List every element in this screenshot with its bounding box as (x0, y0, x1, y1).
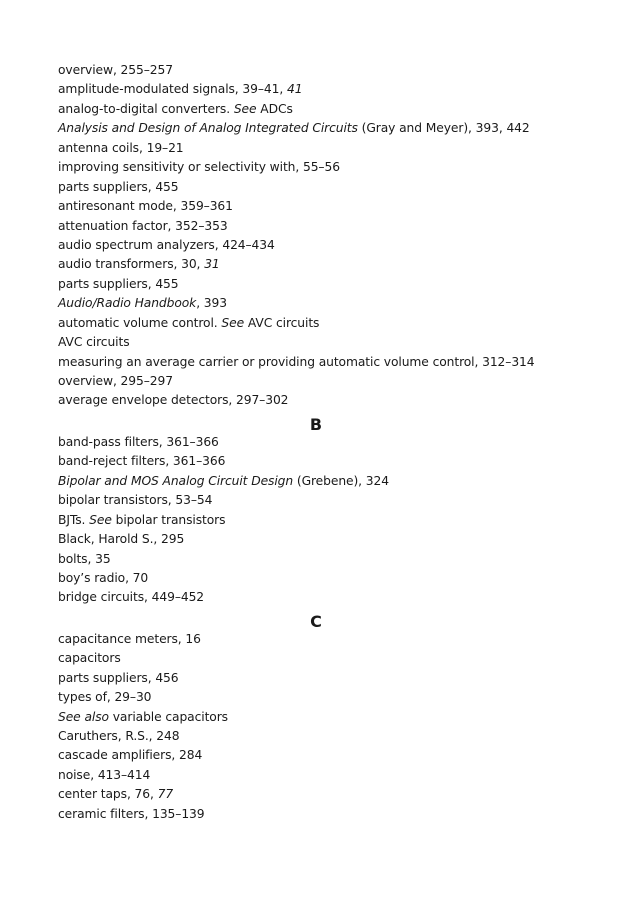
index-entry (58, 766, 618, 785)
index-entry (58, 491, 618, 510)
index-entry (58, 197, 618, 216)
index-entry-text: (Gray and Meyer), 393, 442 (357, 121, 530, 136)
index-entry-text: antenna coils, 19–21 (58, 140, 184, 155)
index-entry (58, 630, 618, 649)
index-entry-text: parts suppliers, 455 (58, 179, 179, 194)
index-entry-text: audio spectrum analyzers, 424–434 (58, 237, 275, 252)
index-page (58, 61, 618, 824)
index-entry-italic-text: See (221, 315, 245, 330)
index-entry-text: band-pass filters, 361–366 (58, 434, 219, 449)
index-entry (58, 452, 618, 471)
index-entry-text: capacitors (58, 651, 121, 666)
index-entry (58, 472, 618, 491)
index-entry-italic-text: 41 (287, 82, 303, 97)
index-entry-text: bridge circuits, 449–452 (58, 590, 205, 605)
index-entry-text: Black, Harold S., 295 (58, 532, 185, 547)
index-entry (58, 708, 618, 727)
index-entry-text: improving sensitivity or selectivity with, 55–56 (58, 160, 340, 175)
index-entry-text: overview, 255–257 (58, 63, 173, 77)
index-entry (58, 511, 618, 530)
index-entry-text: AVC circuits (58, 335, 130, 350)
index-entry-text: average envelope detectors, 297–302 (58, 393, 289, 408)
index-entry (58, 158, 618, 177)
index-entry (58, 80, 618, 99)
index-entry-text: ADCs (256, 101, 293, 116)
index-entry (58, 314, 618, 333)
index-entry (58, 255, 618, 274)
index-entry (58, 139, 618, 158)
index-entry (58, 275, 618, 294)
index-entry-text: parts suppliers, 455 (58, 276, 179, 291)
index-entry-text: variable capacitors (108, 709, 228, 724)
index-entry-text: antiresonant mode, 359–361 (58, 199, 233, 214)
index-entry (58, 372, 618, 391)
index-entry-text: band-reject filters, 361–366 (58, 454, 226, 469)
index-entry (58, 785, 618, 804)
index-entry-italic-text: Analysis and Design of Analog Integrated Circuits (58, 121, 358, 136)
index-entry-text: amplitude-modulated signals, 39–41, (58, 82, 287, 97)
index-entry-text: analog-to-digital converters. (58, 101, 234, 116)
index-entry (58, 727, 618, 746)
index-entry-text: ceramic filters, 135–139 (58, 806, 205, 821)
index-entry-italic-text: Bipolar and MOS Analog Circuit Design (58, 473, 294, 488)
index-entry (58, 178, 618, 197)
index-entry-italic-text: See (89, 512, 112, 527)
index-entry-text: Caruthers, R.S., 248 (58, 729, 180, 743)
index-entry-text: boy’s radio, 70 (58, 570, 149, 585)
index-entry (58, 550, 618, 569)
index-entry-italic-text: 77 (157, 787, 174, 802)
index-entry (58, 294, 618, 313)
index-entry (58, 391, 618, 410)
index-entry (58, 333, 618, 352)
index-entry-text: types of, 29–30 (58, 690, 152, 705)
index-entry-text: AVC circuits (244, 315, 320, 330)
index-entry-text: , 393 (196, 296, 227, 311)
index-entry (58, 217, 618, 236)
index-entry (58, 100, 618, 119)
index-entry-italic-text: See (233, 101, 257, 116)
index-entry (58, 588, 618, 607)
index-entry (58, 61, 618, 80)
index-entry (58, 353, 618, 372)
index-entry-text: automatic volume control. (58, 315, 222, 330)
index-entry-text: audio transformers, 30, (58, 257, 205, 272)
index-entry-text: noise, 413–414 (58, 767, 151, 782)
index-entry (58, 433, 618, 452)
index-entry-italic-text: 31 (204, 257, 220, 272)
index-entry-text: bolts, 35 (58, 551, 111, 566)
index-entry-text: center taps, 76, (58, 787, 158, 802)
index-entry-italic-text: See also (58, 709, 109, 724)
index-entry-text: measuring an average carrier or providing automatic volume control, 312–314 (58, 354, 535, 369)
index-entry-text: cascade amplifiers, 284 (58, 748, 203, 763)
index-entry-text: bipolar transistors (111, 512, 226, 527)
index-entry-text: bipolar transistors, 53–54 (58, 493, 213, 508)
index-entry (58, 649, 618, 668)
section-heading: C (310, 611, 322, 631)
index-entry-italic-text: Audio/Radio Handbook (58, 296, 197, 311)
index-entry (58, 569, 618, 588)
index-entry-text: BJTs. (58, 512, 90, 527)
index-entry (58, 669, 618, 688)
index-entry-text: attenuation factor, 352–353 (58, 218, 228, 233)
section-heading: B (309, 414, 323, 434)
index-entry-text: overview, 295–297 (58, 374, 173, 388)
index-entry (58, 119, 618, 138)
index-entry (58, 805, 618, 824)
index-entry (58, 688, 618, 707)
index-entry-text: parts suppliers, 456 (58, 670, 179, 685)
index-entry (58, 236, 618, 255)
index-entry-text: capacitance meters, 16 (58, 631, 201, 646)
index-entry-text: (Grebene), 324 (293, 473, 389, 488)
index-entry (58, 746, 618, 765)
index-entry (58, 530, 618, 549)
